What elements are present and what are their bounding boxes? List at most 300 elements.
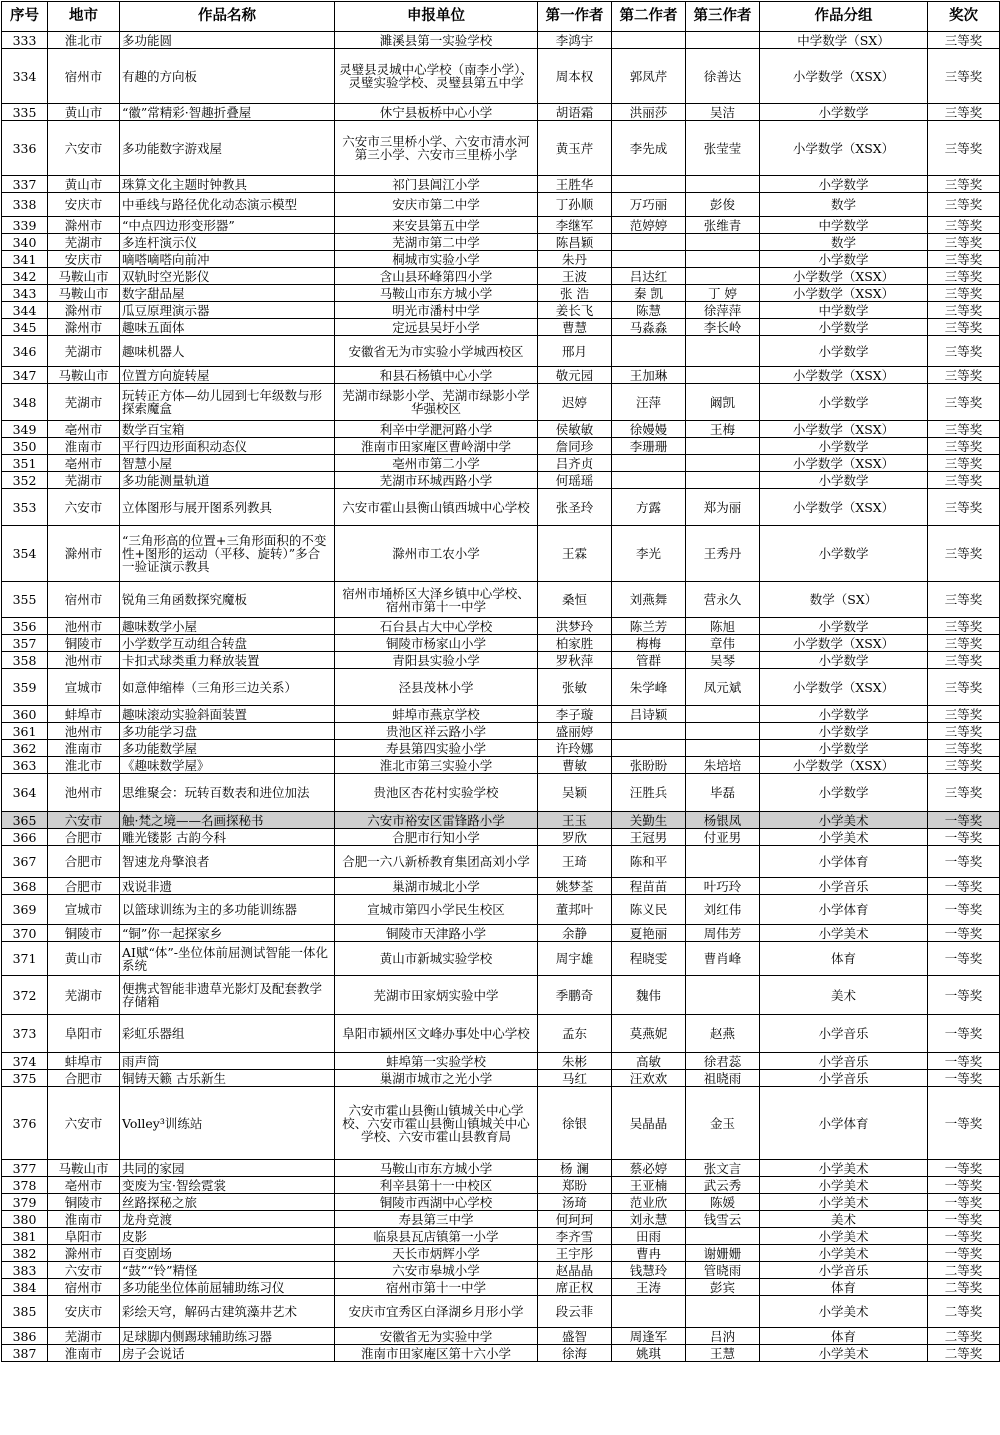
cell-work-title: 智速龙舟擎浪者 (120, 846, 335, 878)
cell-index: 338 (2, 193, 48, 217)
cell-index: 342 (2, 268, 48, 285)
cell-unit: 濉溪县第一实验学校 (335, 32, 538, 49)
cell-author-1: 季鹏奇 (538, 976, 612, 1015)
cell-index: 343 (2, 285, 48, 302)
cell-author-1: 张圣玲 (538, 489, 612, 526)
cell-author-3 (686, 740, 760, 757)
cell-author-1: 朱彬 (538, 1053, 612, 1070)
cell-author-1: 董邦叶 (538, 895, 612, 925)
cell-city: 六安市 (48, 121, 120, 176)
cell-author-1: 赵晶晶 (538, 1262, 612, 1279)
cell-index: 355 (2, 582, 48, 618)
cell-author-3: 朱培培 (686, 757, 760, 774)
table-row (2, 635, 1000, 652)
cell-award: 一等奖 (928, 976, 1000, 1015)
cell-group: 小学美术 (760, 812, 928, 829)
cell-index: 365 (2, 812, 48, 829)
cell-group: 小学美术 (760, 925, 928, 942)
cell-index: 373 (2, 1015, 48, 1053)
cell-city: 马鞍山市 (48, 367, 120, 384)
cell-award: 三等奖 (928, 234, 1000, 251)
cell-work-title: 小学数学互动组合转盘 (120, 635, 335, 652)
table-row (2, 846, 1000, 878)
cell-index: 337 (2, 176, 48, 193)
cell-group: 小学美术 (760, 1228, 928, 1245)
cell-unit: 寿县第三中学 (335, 1211, 538, 1228)
cell-author-2: 莫燕妮 (612, 1015, 686, 1053)
cell-work-title: 多功能测量轨道 (120, 472, 335, 489)
table-row (2, 472, 1000, 489)
cell-unit: 铜陵市杨家山小学 (335, 635, 538, 652)
cell-work-title: 锐角三角函数探究魔板 (120, 582, 335, 618)
cell-index: 385 (2, 1296, 48, 1328)
cell-unit: 六安市三里桥小学、六安市清水河第三小学、六安市三里桥小学 (335, 121, 538, 176)
cell-group: 小学数学 (760, 652, 928, 669)
cell-city: 马鞍山市 (48, 268, 120, 285)
cell-index: 353 (2, 489, 48, 526)
cell-author-1: 徐海 (538, 1345, 612, 1362)
cell-author-3: 徐君蕊 (686, 1053, 760, 1070)
cell-group: 小学数学（XSX） (760, 669, 928, 706)
cell-award: 二等奖 (928, 1279, 1000, 1296)
cell-author-2: 王亚楠 (612, 1177, 686, 1194)
cell-author-3 (686, 251, 760, 268)
cell-group: 小学数学（XSX） (760, 635, 928, 652)
cell-author-2 (612, 251, 686, 268)
cell-author-3: 王秀丹 (686, 526, 760, 582)
cell-author-2: 马淼淼 (612, 319, 686, 336)
cell-award: 三等奖 (928, 757, 1000, 774)
cell-group: 小学数学（XSX） (760, 121, 928, 176)
table-body (2, 32, 1000, 1362)
cell-index: 382 (2, 1245, 48, 1262)
cell-work-title: 趣味机器人 (120, 336, 335, 367)
cell-unit: 铜陵市天津路小学 (335, 925, 538, 942)
cell-city: 六安市 (48, 812, 120, 829)
cell-work-title: Volley³训练站 (120, 1087, 335, 1160)
cell-award: 三等奖 (928, 455, 1000, 472)
cell-author-2: 程苗苗 (612, 878, 686, 895)
cell-author-3 (686, 976, 760, 1015)
cell-author-2 (612, 176, 686, 193)
cell-work-title: 多功能学习盘 (120, 723, 335, 740)
cell-author-2: 刘燕舞 (612, 582, 686, 618)
cell-author-3: 张莹莹 (686, 121, 760, 176)
cell-author-1: 洪梦玲 (538, 618, 612, 635)
cell-work-title: 多功能数字游戏屋 (120, 121, 335, 176)
cell-author-3: 徐善达 (686, 49, 760, 104)
cell-author-1: 王宇彤 (538, 1245, 612, 1262)
cell-award: 二等奖 (928, 1328, 1000, 1345)
cell-index: 361 (2, 723, 48, 740)
cell-index: 345 (2, 319, 48, 336)
cell-group: 小学数学 (760, 706, 928, 723)
cell-city: 池州市 (48, 652, 120, 669)
cell-author-1: 李鸿宇 (538, 32, 612, 49)
cell-work-title: 珠算文化主题时钟教具 (120, 176, 335, 193)
cell-author-2: 万巧丽 (612, 193, 686, 217)
cell-author-2: 姚琪 (612, 1345, 686, 1362)
cell-index: 369 (2, 895, 48, 925)
header-cell-unit: 申报单位 (335, 2, 538, 32)
cell-work-title: “三角形高的位置+三角形面积的不变性+图形的运动（平移、旋转）”多合一验证演示教具 (120, 526, 335, 582)
cell-index: 378 (2, 1177, 48, 1194)
cell-city: 滁州市 (48, 526, 120, 582)
cell-group: 小学音乐 (760, 1053, 928, 1070)
cell-work-title: AI赋“体”-坐位体前屈测试智能一体化系统 (120, 942, 335, 976)
cell-author-3 (686, 438, 760, 455)
cell-author-1: 张敏 (538, 669, 612, 706)
cell-author-1: 王胜华 (538, 176, 612, 193)
cell-group: 小学美术 (760, 1296, 928, 1328)
cell-author-1: 吕齐贞 (538, 455, 612, 472)
cell-city: 淮北市 (48, 32, 120, 49)
cell-city: 阜阳市 (48, 1015, 120, 1053)
cell-city: 铜陵市 (48, 635, 120, 652)
cell-index: 383 (2, 1262, 48, 1279)
cell-group: 小学数学（XSX） (760, 757, 928, 774)
cell-author-3: 付亚男 (686, 829, 760, 846)
cell-index: 359 (2, 669, 48, 706)
cell-unit: 贵池区杏花村实验学校 (335, 774, 538, 812)
cell-author-2: 方露 (612, 489, 686, 526)
cell-unit: 六安市裕安区雷锋路小学 (335, 812, 538, 829)
cell-group: 数学 (760, 193, 928, 217)
cell-index: 366 (2, 829, 48, 846)
cell-author-1: 姚梦荃 (538, 878, 612, 895)
cell-author-1: 迟婷 (538, 384, 612, 421)
cell-group: 小学数学（XSX） (760, 455, 928, 472)
cell-index: 351 (2, 455, 48, 472)
cell-index: 367 (2, 846, 48, 878)
cell-work-title: 百变剧场 (120, 1245, 335, 1262)
cell-author-3: 金玉 (686, 1087, 760, 1160)
cell-group: 小学数学（XSX） (760, 268, 928, 285)
cell-author-1: 周宇雄 (538, 942, 612, 976)
table-row (2, 1279, 1000, 1296)
cell-author-2 (612, 1296, 686, 1328)
cell-group: 小学音乐 (760, 1262, 928, 1279)
cell-city: 宿州市 (48, 49, 120, 104)
table-row (2, 1053, 1000, 1070)
cell-group: 小学美术 (760, 1160, 928, 1177)
cell-work-title: 多功能数学屋 (120, 740, 335, 757)
cell-author-3: 徐萍萍 (686, 302, 760, 319)
cell-author-2: 范业欣 (612, 1194, 686, 1211)
cell-city: 宿州市 (48, 582, 120, 618)
cell-award: 三等奖 (928, 635, 1000, 652)
cell-author-3 (686, 1296, 760, 1328)
cell-group: 小学美术 (760, 1345, 928, 1362)
cell-author-3: 彭俊 (686, 193, 760, 217)
cell-index: 347 (2, 367, 48, 384)
table-row (2, 367, 1000, 384)
cell-author-2 (612, 234, 686, 251)
cell-group: 小学美术 (760, 1194, 928, 1211)
cell-work-title: 雨声筒 (120, 1053, 335, 1070)
cell-author-3: 阚凯 (686, 384, 760, 421)
cell-author-1: 曹敏 (538, 757, 612, 774)
cell-author-1: 曹慧 (538, 319, 612, 336)
cell-city: 黄山市 (48, 104, 120, 121)
header-cell-city: 地市 (48, 2, 120, 32)
cell-award: 一等奖 (928, 1194, 1000, 1211)
table-row (2, 812, 1000, 829)
cell-award: 三等奖 (928, 421, 1000, 438)
table-row (2, 1328, 1000, 1345)
cell-award: 一等奖 (928, 812, 1000, 829)
cell-author-1: 段云菲 (538, 1296, 612, 1328)
cell-group: 小学数学（XSX） (760, 367, 928, 384)
cell-unit: 亳州市第二小学 (335, 455, 538, 472)
table-row (2, 1345, 1000, 1362)
cell-city: 滁州市 (48, 319, 120, 336)
cell-index: 358 (2, 652, 48, 669)
cell-city: 铜陵市 (48, 925, 120, 942)
cell-unit: 芜湖市第二中学 (335, 234, 538, 251)
cell-city: 六安市 (48, 1087, 120, 1160)
cell-index: 350 (2, 438, 48, 455)
cell-unit: 巢湖市城北小学 (335, 878, 538, 895)
cell-city: 芜湖市 (48, 1328, 120, 1345)
cell-author-3: 营永久 (686, 582, 760, 618)
table-row (2, 925, 1000, 942)
cell-index: 384 (2, 1279, 48, 1296)
cell-city: 滁州市 (48, 217, 120, 234)
cell-group: 小学美术 (760, 1245, 928, 1262)
cell-author-3: 毕磊 (686, 774, 760, 812)
cell-group: 体育 (760, 1279, 928, 1296)
cell-city: 黄山市 (48, 176, 120, 193)
cell-unit: 和县石杨镇中心小学 (335, 367, 538, 384)
cell-author-2 (612, 723, 686, 740)
cell-group: 体育 (760, 942, 928, 976)
table-row (2, 757, 1000, 774)
cell-index: 377 (2, 1160, 48, 1177)
table-row (2, 774, 1000, 812)
cell-index: 333 (2, 32, 48, 49)
cell-group: 中学数学 (760, 217, 928, 234)
cell-unit: 青阳县实验小学 (335, 652, 538, 669)
cell-group: 美术 (760, 1211, 928, 1228)
cell-unit: 安庆市宜秀区白泽湖乡月形小学 (335, 1296, 538, 1328)
table-row (2, 652, 1000, 669)
cell-work-title: 以篮球训练为主的多功能训练器 (120, 895, 335, 925)
table-row (2, 336, 1000, 367)
cell-author-2 (612, 740, 686, 757)
table-row (2, 104, 1000, 121)
cell-author-2: 朱学峰 (612, 669, 686, 706)
cell-unit: 天长市炳辉小学 (335, 1245, 538, 1262)
cell-city: 蚌埠市 (48, 706, 120, 723)
cell-award: 一等奖 (928, 1160, 1000, 1177)
cell-author-1: 敬元园 (538, 367, 612, 384)
cell-author-1: 李子璇 (538, 706, 612, 723)
cell-award: 三等奖 (928, 723, 1000, 740)
cell-city: 六安市 (48, 1262, 120, 1279)
cell-unit: 淮南市田家庵区第十六小学 (335, 1345, 538, 1362)
table-row (2, 32, 1000, 49)
cell-author-3: 杨银凤 (686, 812, 760, 829)
cell-unit: 阜阳市颍州区文峰办事处中心学校 (335, 1015, 538, 1053)
cell-author-2: 田雨 (612, 1228, 686, 1245)
cell-city: 安庆市 (48, 251, 120, 268)
cell-city: 宣城市 (48, 895, 120, 925)
cell-city: 合肥市 (48, 846, 120, 878)
cell-author-1: 邢月 (538, 336, 612, 367)
cell-work-title: 趣味数学小屋 (120, 618, 335, 635)
cell-author-1: 李继军 (538, 217, 612, 234)
cell-group: 小学数学 (760, 526, 928, 582)
cell-work-title: 变废为宝·智绘霓裳 (120, 1177, 335, 1194)
header-cell-author-2: 第二作者 (612, 2, 686, 32)
cell-author-1: 朱丹 (538, 251, 612, 268)
cell-author-1: 席正权 (538, 1279, 612, 1296)
cell-award: 三等奖 (928, 121, 1000, 176)
cell-award: 一等奖 (928, 1211, 1000, 1228)
cell-author-1: 郑盼 (538, 1177, 612, 1194)
cell-work-title: 多功能圆 (120, 32, 335, 49)
cell-author-2: 蔡必婷 (612, 1160, 686, 1177)
cell-city: 合肥市 (48, 878, 120, 895)
cell-award: 三等奖 (928, 669, 1000, 706)
cell-work-title: 智慧小屋 (120, 455, 335, 472)
cell-unit: 芜湖市环城西路小学 (335, 472, 538, 489)
cell-author-2: 高敏 (612, 1053, 686, 1070)
cell-award: 三等奖 (928, 49, 1000, 104)
cell-city: 池州市 (48, 774, 120, 812)
cell-city: 滁州市 (48, 1245, 120, 1262)
cell-author-2: 管群 (612, 652, 686, 669)
cell-author-2: 徐嫚嫚 (612, 421, 686, 438)
cell-group: 小学数学 (760, 774, 928, 812)
cell-award: 三等奖 (928, 652, 1000, 669)
table-row (2, 1228, 1000, 1245)
cell-award: 三等奖 (928, 302, 1000, 319)
cell-work-title: 数字甜品屋 (120, 285, 335, 302)
cell-city: 淮南市 (48, 438, 120, 455)
cell-index: 352 (2, 472, 48, 489)
cell-author-1: 杨 澜 (538, 1160, 612, 1177)
cell-author-3: 曹肖峰 (686, 942, 760, 976)
cell-unit: 淮北市第三实验小学 (335, 757, 538, 774)
cell-index: 372 (2, 976, 48, 1015)
cell-award: 三等奖 (928, 526, 1000, 582)
cell-author-1: 徐银 (538, 1087, 612, 1160)
cell-award: 一等奖 (928, 1228, 1000, 1245)
cell-author-3: 李长岭 (686, 319, 760, 336)
cell-group: 小学体育 (760, 1087, 928, 1160)
cell-unit: 宿州市第十一中学 (335, 1279, 538, 1296)
cell-city: 安庆市 (48, 193, 120, 217)
cell-city: 池州市 (48, 723, 120, 740)
cell-unit: 利辛中学淝河路小学 (335, 421, 538, 438)
table-row (2, 268, 1000, 285)
table-row (2, 976, 1000, 1015)
table-row (2, 669, 1000, 706)
cell-author-2: 吕达红 (612, 268, 686, 285)
cell-award: 一等奖 (928, 942, 1000, 976)
cell-award: 三等奖 (928, 104, 1000, 121)
cell-index: 379 (2, 1194, 48, 1211)
table-row (2, 421, 1000, 438)
cell-author-1: 桑恒 (538, 582, 612, 618)
cell-author-2: 秦 凯 (612, 285, 686, 302)
cell-author-3 (686, 32, 760, 49)
cell-author-3: 王梅 (686, 421, 760, 438)
cell-author-2: 王涛 (612, 1279, 686, 1296)
cell-author-3 (686, 367, 760, 384)
cell-author-2: 张盼盼 (612, 757, 686, 774)
cell-award: 一等奖 (928, 1070, 1000, 1087)
cell-author-2: 钱慧玲 (612, 1262, 686, 1279)
cell-author-2: 周逢军 (612, 1328, 686, 1345)
table-row (2, 706, 1000, 723)
cell-group: 小学数学 (760, 319, 928, 336)
cell-award: 三等奖 (928, 489, 1000, 526)
cell-author-2: 关勤生 (612, 812, 686, 829)
cell-author-3 (686, 1228, 760, 1245)
cell-author-2: 汪萍 (612, 384, 686, 421)
cell-unit: 巢湖市城市之光小学 (335, 1070, 538, 1087)
cell-author-2: 汪胜兵 (612, 774, 686, 812)
cell-index: 356 (2, 618, 48, 635)
cell-award: 三等奖 (928, 336, 1000, 367)
table-row (2, 234, 1000, 251)
cell-work-title: 便携式智能非遗草光影灯及配套教学存储箱 (120, 976, 335, 1015)
cell-author-1: 黄玉芹 (538, 121, 612, 176)
cell-author-2: 陈兰芳 (612, 618, 686, 635)
cell-city: 合肥市 (48, 829, 120, 846)
cell-award: 三等奖 (928, 472, 1000, 489)
cell-city: 芜湖市 (48, 234, 120, 251)
header-cell-group: 作品分组 (760, 2, 928, 32)
cell-author-3: 陈旭 (686, 618, 760, 635)
cell-unit: 六安市霍山县衡山镇城关中心学校、六安市霍山县衡山镇城关中心学校、六安市霍山县教育局 (335, 1087, 538, 1160)
cell-group: 小学美术 (760, 1177, 928, 1194)
cell-group: 小学数学 (760, 723, 928, 740)
cell-city: 合肥市 (48, 1070, 120, 1087)
cell-work-title: 趣味五面体 (120, 319, 335, 336)
cell-author-2: 刘永慧 (612, 1211, 686, 1228)
cell-group: 小学数学 (760, 740, 928, 757)
cell-unit: 铜陵市西湖中心学校 (335, 1194, 538, 1211)
table-row (2, 740, 1000, 757)
cell-work-title: 《趣味数学屋》 (120, 757, 335, 774)
cell-work-title: “徽”常精彩·智趣折叠屋 (120, 104, 335, 121)
table-row (2, 302, 1000, 319)
table-row (2, 1245, 1000, 1262)
cell-index: 335 (2, 104, 48, 121)
cell-index: 348 (2, 384, 48, 421)
cell-author-1: 余静 (538, 925, 612, 942)
cell-index: 344 (2, 302, 48, 319)
cell-unit: 明光市潘村中学 (335, 302, 538, 319)
cell-work-title: 铜铸天籁 古乐新生 (120, 1070, 335, 1087)
cell-group: 小学数学 (760, 472, 928, 489)
cell-author-1: 侯敏敏 (538, 421, 612, 438)
cell-author-3: 王慧 (686, 1345, 760, 1362)
cell-unit: 马鞍山市东方城小学 (335, 1160, 538, 1177)
table-row (2, 582, 1000, 618)
cell-unit: 芜湖市田家炳实验中学 (335, 976, 538, 1015)
table-row (2, 1296, 1000, 1328)
cell-unit: 安庆市第二中学 (335, 193, 538, 217)
cell-author-3: 张维青 (686, 217, 760, 234)
cell-city: 淮北市 (48, 757, 120, 774)
table-row (2, 49, 1000, 104)
cell-award: 三等奖 (928, 193, 1000, 217)
